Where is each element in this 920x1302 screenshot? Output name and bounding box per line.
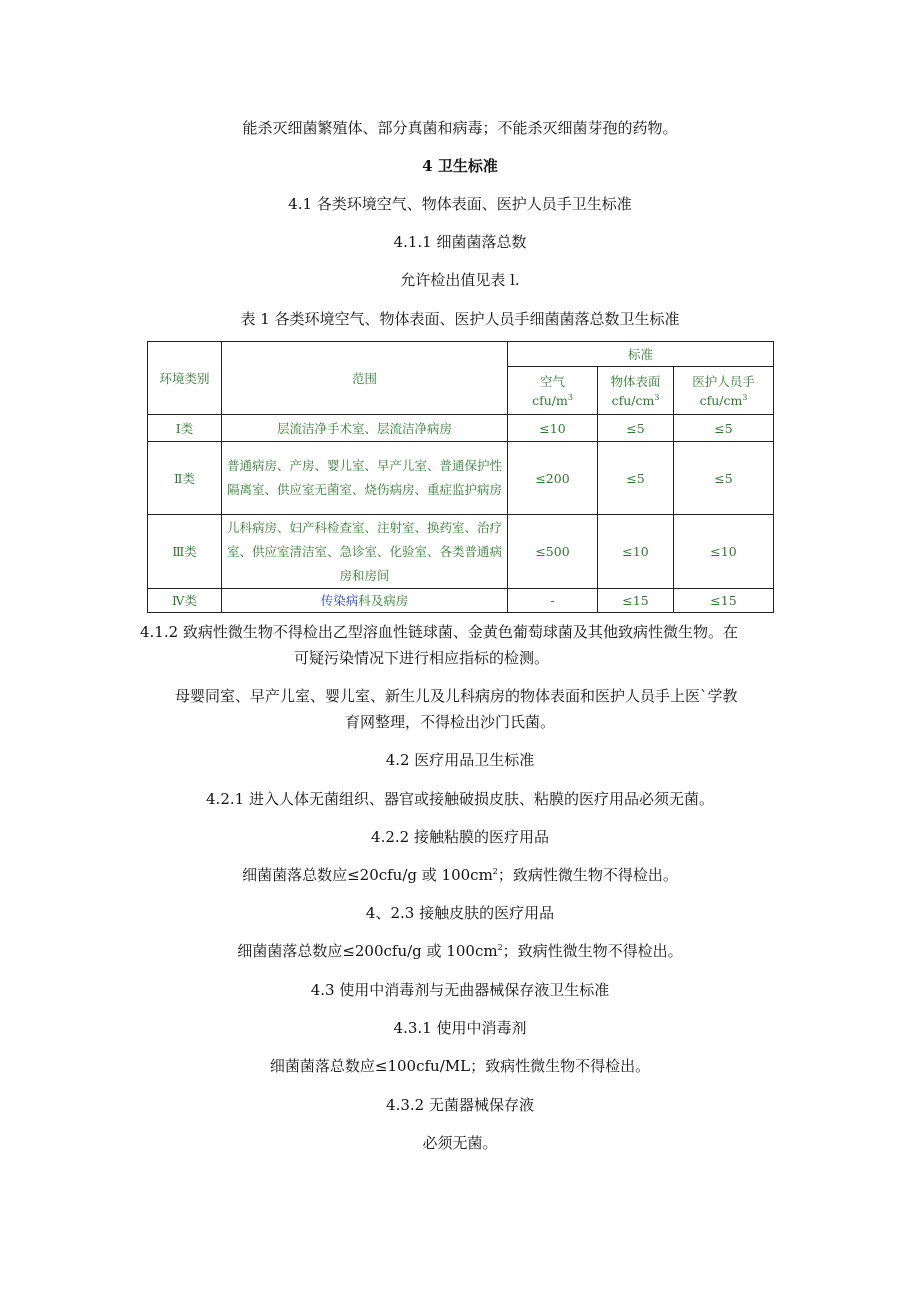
table-row — [148, 589, 774, 613]
header-air-unit: cfu/$m^3$ — [532, 392, 573, 408]
row-hand: ≤5 — [674, 415, 774, 442]
row-surface: ≤15 — [598, 589, 674, 613]
row-scope: 层流洁净手术室、层流洁净病房 — [222, 415, 508, 442]
row-scope: 传染病科及病房 — [222, 589, 508, 613]
table-row — [148, 415, 774, 442]
row-surface: ≤10 — [598, 515, 674, 589]
row-surface: ≤5 — [598, 415, 674, 442]
row-class: Ⅲ类 — [148, 515, 222, 589]
row-air: - — [508, 589, 598, 613]
heading-4-3: 4.3 使用中消毒剂与无曲器械保存液卫生标准 — [310, 981, 610, 999]
row-hand: ≤15 — [674, 589, 774, 613]
header-air — [508, 367, 598, 415]
allow-note: 允许检出值见表 l. — [400, 271, 520, 289]
header-air-label: 空气 — [539, 373, 565, 389]
header-hand — [674, 367, 774, 415]
row-air: ≤10 — [508, 415, 598, 442]
heading-4-2-3: 4、2.3 接触皮肤的医疗用品 — [365, 904, 555, 922]
heading-4-1: 4.1 各类环境空气、物体表面、医护人员手卫生标准 — [288, 195, 632, 213]
row-class: Ⅳ类 — [148, 589, 222, 613]
para-salmonella-line2: 育网整理，不得检出沙门氏菌。 — [345, 713, 556, 731]
row-hand: ≤10 — [674, 515, 774, 589]
header-env: 环境类别 — [148, 342, 222, 415]
header-standard: 标准 — [508, 342, 774, 367]
heading-4-1-1: 4.1.1 细菌菌落总数 — [393, 233, 527, 251]
row-class: Ⅰ类 — [148, 415, 222, 442]
row-scope: 儿科病房、妇产科检查室、注射室、换药室、治疗室、供应室清洁室、急诊室、化验室、各类普通病房和房间 — [222, 515, 508, 589]
header-surface — [598, 367, 674, 415]
para-4-3-2: 必须无菌。 — [422, 1134, 498, 1152]
table-row — [148, 442, 774, 515]
row-surface: ≤5 — [598, 442, 674, 515]
heading-4-3-2: 4.3.2 无菌器械保存液 — [386, 1096, 534, 1114]
heading-4-2: 4.2 医疗用品卫生标准 — [385, 751, 535, 769]
row-hand: ≤5 — [674, 442, 774, 515]
table-row — [148, 515, 774, 589]
row-scope: 普通病房、产房、婴儿室、早产儿室、普通保护性隔离室、供应室无菌室、烧伤病房、重症监护病房 — [222, 442, 508, 515]
para-4-1-2-line1: 4.1.2 致病性微生物不得检出乙型溶血性链球菌、金黄色葡萄球菌及其他致病性微生物。在 — [140, 623, 738, 641]
row-air: ≤500 — [508, 515, 598, 589]
para-4-2-2: 细菌菌落总数应≤20cfu/g 或 $100cm^2$；致病性微生物不得检出。 — [242, 866, 678, 884]
header-surface-unit: cfu/$cm^3$ — [611, 392, 660, 408]
header-hand-unit: cfu/$cm^3$ — [699, 392, 748, 408]
para-4-3-1: 细菌菌落总数应≤100cfu/ML；致病性微生物不得检出。 — [269, 1057, 651, 1075]
infectious-disease-link[interactable]: 传染病 — [320, 593, 359, 608]
header-hand-label: 医护人员手 — [692, 373, 755, 389]
row-class: Ⅱ类 — [148, 442, 222, 515]
para-salmonella-line1: 母婴同室、早产儿室、婴儿室、新生儿及儿科病房的物体表面和医护人员手上医`学教 — [175, 687, 738, 705]
heading-4-2-2: 4.2.2 接触粘膜的医疗用品 — [371, 828, 549, 846]
header-scope: 范围 — [222, 342, 508, 415]
heading-4-3-1: 4.3.1 使用中消毒剂 — [393, 1019, 527, 1037]
para-4-2-3: 细菌菌落总数应≤200cfu/g 或 $100cm^2$；致病性微生物不得检出。 — [237, 942, 683, 960]
section-heading-4: 4 卫生标准 — [422, 157, 498, 175]
header-surface-label: 物体表面 — [610, 373, 661, 389]
intro-line: 能杀灭细菌繁殖体、部分真菌和病毒；不能杀灭细菌芽孢的药物。 — [242, 119, 678, 137]
para-4-1-2-line2: 可疑污染情况下进行相应指标的检测。 — [294, 649, 550, 667]
row-air: ≤200 — [508, 442, 598, 515]
standards-table — [147, 341, 774, 613]
para-4-2-1: 4.2.1 进入人体无菌组织、器官或接触破损皮肤、粘膜的医疗用品必须无菌。 — [206, 790, 714, 808]
table-caption: 表 1 各类环境空气、物体表面、医护人员手细菌菌落总数卫生标准 — [240, 310, 680, 328]
